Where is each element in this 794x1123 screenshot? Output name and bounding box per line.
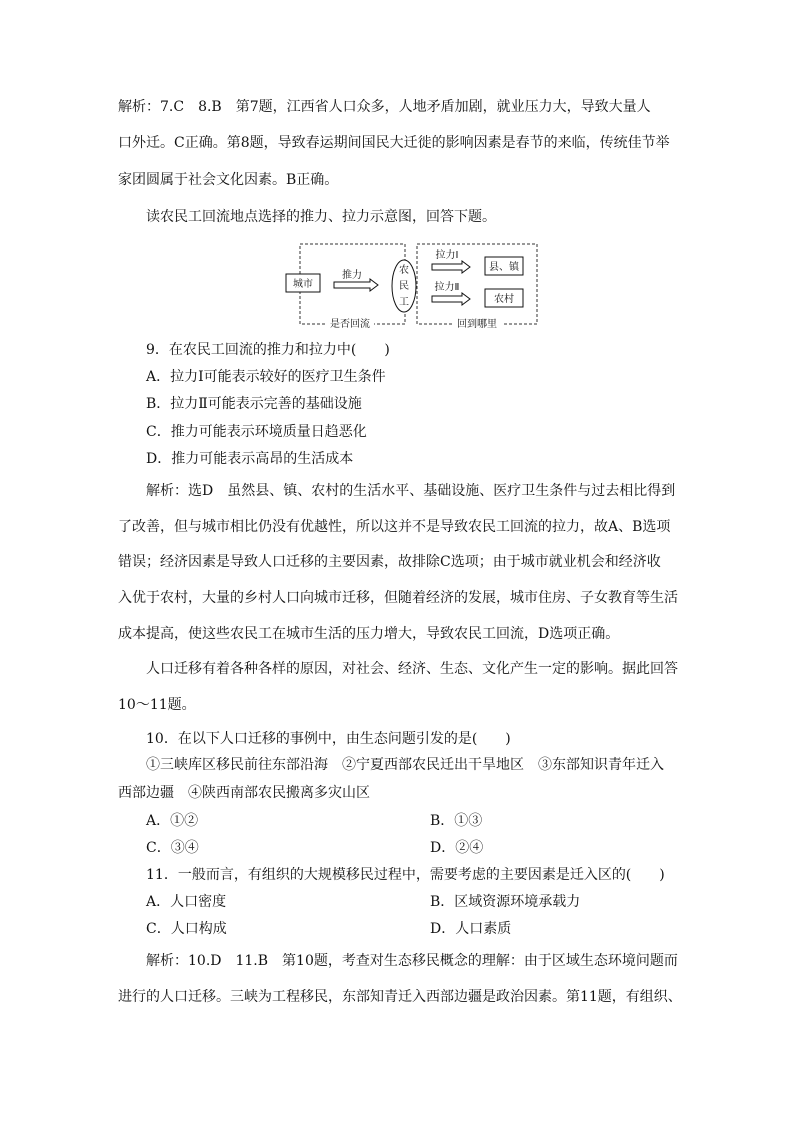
question-10-option-a: A．①② <box>146 813 199 829</box>
question-9-option-a: A．拉力Ⅰ可能表示较好的医疗卫生条件 <box>146 369 386 385</box>
city-label: 城市 <box>293 279 313 290</box>
county-label: 县、镇 <box>489 262 519 273</box>
answer-7-8-line-2: 口外迁。C正确。第8题，导致春运期间国民大迁徙的影响因素是春节的来临，传统佳节举 <box>118 135 670 151</box>
question-10-option-d: D．②④ <box>430 840 484 856</box>
question-10-option-c: C．③④ <box>146 840 199 856</box>
worker-char-2: 民 <box>399 281 409 292</box>
pull-1-arrow <box>432 261 470 273</box>
pull-2-arrow <box>432 293 470 305</box>
question-9-option-d: D．推力可能表示高昂的生活成本 <box>146 451 354 467</box>
question-9-option-c: C．推力可能表示环境质量日趋恶化 <box>146 424 367 440</box>
answer-9-line-1: 解析：选D 虽然县、镇、农村的生活水平、基础设施、医疗卫生条件与过去相比得到 <box>146 483 676 499</box>
answer-9-line-5: 成本提高，使这些农民工在城市生活的压力增大，导致农民工回流，D选项正确。 <box>118 626 620 642</box>
question-10-option-b: B．①③ <box>430 813 483 829</box>
worker-char-3: 工 <box>399 297 409 308</box>
worker-char-1: 农 <box>399 265 409 276</box>
answer-7-8-line-3: 家团圆属于社会文化因素。B正确。 <box>118 172 339 188</box>
pull-2-label: 拉力Ⅱ <box>434 282 460 293</box>
question-9-stem: 9．在农民工回流的推力和拉力中( ) <box>146 342 390 358</box>
push-pull-diagram <box>282 240 542 330</box>
question-11-option-b: B．区域资源环境承载力 <box>430 894 581 910</box>
question-10-stem: 10．在以下人口迁移的事例中，由生态问题引发的是( ) <box>146 731 511 747</box>
question-11-option-d: D．人口素质 <box>430 921 512 937</box>
question-10-statements-1: ①三峡库区移民前往东部沿海 ②宁夏西部农民迁出干旱地区 ③东部知识青年迁入 <box>146 757 664 773</box>
left-caption: 是否回流 <box>330 319 370 330</box>
answer-10-11-line-2: 进行的人口迁移。三峡为工程移民，东部知青迁入西部边疆是政治因素。第11题，有组织、 <box>118 989 682 1005</box>
intro-10-11-line-2: 10～11题。 <box>118 697 196 713</box>
push-pull-svg <box>282 240 542 330</box>
question-11-option-a: A．人口密度 <box>146 894 227 910</box>
question-11-option-c: C．人口构成 <box>146 921 227 937</box>
question-9-option-b: B．拉力Ⅱ可能表示完善的基础设施 <box>146 396 362 412</box>
answer-9-line-2: 了改善，但与城市相比仍没有优越性，所以这并不是导致农民工回流的拉力，故A、B选项 <box>118 519 671 535</box>
diagram-instruction: 读农民工回流地点选择的推力、拉力示意图，回答下题。 <box>146 209 496 225</box>
village-label: 农村 <box>494 294 514 305</box>
pull-1-label: 拉力Ⅰ <box>435 250 459 261</box>
answer-9-line-3: 错误；经济因素是导致人口迁移的主要因素，故排除C选项；由于城市就业机会和经济收 <box>118 554 661 570</box>
question-11-stem: 11．一般而言，有组织的大规模移民过程中，需要考虑的主要因素是迁入区的( ) <box>146 867 665 883</box>
answer-10-11-line-1: 解析：10.D 11.B 第10题，考查对生态移民概念的理解：由于区域生态环境问题而 <box>146 953 678 969</box>
answer-7-8-line-1: 解析：7.C 8.B 第7题，江西省人口众多，人地矛盾加剧，就业压力大，导致大量人 <box>118 99 651 115</box>
answer-9-line-4: 入优于农村，大量的乡村人口向城市迁移，但随着经济的发展，城市住房、子女教育等生活 <box>118 590 678 606</box>
push-label: 推力 <box>342 270 362 281</box>
intro-10-11-line-1: 人口迁移有着各种各样的原因，对社会、经济、生态、文化产生一定的影响。据此回答 <box>146 661 678 677</box>
right-caption: 回到哪里 <box>457 319 497 330</box>
question-10-statements-2: 西部边疆 ④陕西南部农民搬离多灾山区 <box>118 785 370 801</box>
